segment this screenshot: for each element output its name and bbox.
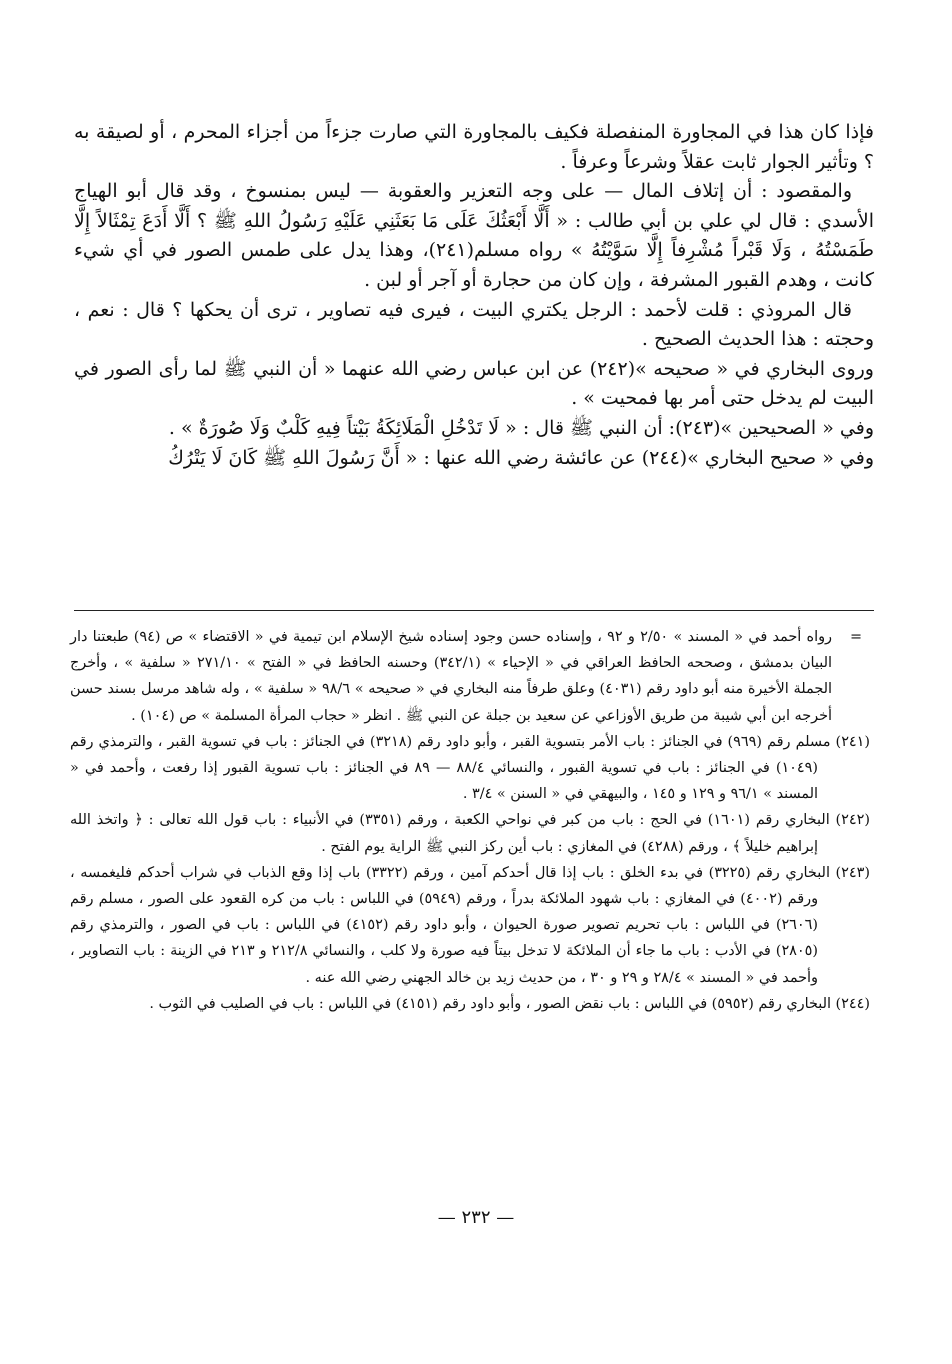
page-number: — ٢٣٢ — <box>437 1207 515 1228</box>
paragraph-bukhari-ibn-abbas: وروى البخاري في « صحيحه »(٢٤٢) عن ابن عباس رضي الله عنهما « أن النبي ﷺ لما رأى الصور في البيت لم يدخل حتى أمر بها فمحيت » . <box>74 357 874 410</box>
footnote-continuation: = رواه أحمد في « المسند » ٢/٥٠ و ٩٢ ، وإسناده حسن وجود إسناده شيخ الإسلام ابن تيمية في « الاقتضاء » ص (٩٤) طبعتنا دار البيان بدمشق ، وصححه الحافظ العراقي في « الإحياء » (٣٤٢/١) وحسنه الحافظ في « الفتح » ٢٧١/١٠ « سلفية » ، وأخرج الجملة الأخيرة منه أبو داود رقم (٤٠٣١) وعلق طرفاً منه البخاري في « صحيحه » ٩٨/٦ « سلفية » ، وله شاهد مرسل بسند حسن أخرجه ابن أبي شيبة من طريق الأوزاعي عن سعيد بن جبلة عن النبي ﷺ . انظر « حجاب المرأة المسلمة » ص (١٠٤) . <box>70 624 870 729</box>
paragraph-al-marwadhi: قال المروذي : قلت لأحمد : الرجل يكتري البيت ، فيرى فيه تصاوير ، ترى أن يحكها ؟ قال : نعم ، وحجته : هذا الحديث الصحيح . <box>74 298 874 351</box>
paragraph-itlaf-al-mal: والمقصود : أن إتلاف المال — على وجه التعزير والعقوبة — ليس بمنسوخ ، وقد قال أبو الهياج الأسدي : قال لي علي بن أبي طالب : « أَلَّا أَبْعَثُكَ عَلَى مَا بَعَثَنِي عَلَيْهِ رَسُولُ اللهِ ﷺ ؟ أَلَّا أَدَعَ تِمْثَالاً إِلَّا طَمَسْتُهُ ، وَلَا قَبْراً مُشْرِفاً إِلَّا سَوَّيْتُهُ » رواه مسلم(٢٤١)، وهذا يدل على طمس الصور في أي شيء كانت ، وهدم القبور المشرفة ، وإن كان من حجارة أو آجر أو لبن . <box>74 180 874 291</box>
paragraph-intro: فإذا كان هذا في المجاورة المنفصلة فكيف بالمجاورة التي صارت جزءاً من أجزاء المحرم ، أو لصيقة به ؟ وتأثير الجوار ثابت عقلاً وشرعاً وعرفاً . <box>74 121 874 173</box>
footnote-242: (٢٤٢) البخاري رقم (١٦٠١) في الحج : باب من كبر في نواحي الكعبة ، ورقم (٣٣٥١) في الأنبياء : باب قول الله تعالى : ﴿ واتخذ الله إبراهيم خليلاً ﴾ ، ورقم (٤٢٨٨) في المغازي : باب أين ركز النبي ﷺ الراية يوم الفتح . <box>70 812 870 855</box>
footnote-243: (٢٤٣) البخاري رقم (٣٢٢٥) في بدء الخلق : باب إذا قال أحدكم آمين ، ورقم (٣٣٢٢) باب إذا وقع الذباب في شراب أحدكم فليغمسه ، ورقم (٤٠٠٢) في المغازي : باب شهود الملائكة بدراً ، ورقم (٥٩٤٩) في اللباس : باب من كره القعود على الصور ، مسلم رقم (٢٦٠٦) في اللباس : باب تحريم تصوير صورة الحيوان ، وأبو داود رقم (٤١٥٢) في اللباس : باب في الصور ، والترمذي رقم (٢٨٠٥) في الأدب : باب ما جاء أن الملائكة لا تدخل بيتاً فيه صورة ولا كلب ، والنسائي ٢١٢/٨ و ٢١٣ في الزينة : باب التصاوير ، وأحمد في « المسند » ٢٨/٤ و ٢٩ و ٣٠ ، من حديث زيد بن خالد الجهني رضي الله عنه . <box>70 864 870 986</box>
footnote-separator <box>74 610 874 611</box>
footnote-241: (٢٤١) مسلم رقم (٩٦٩) في الجنائز : باب الأمر بتسوية القبر ، وأبو داود رقم (٣٢١٨) في الجنائز : باب في تسوية القبر ، والترمذي رقم (١٠٤٩) في الجنائز : باب في تسوية القبور ، والنسائي ٨٨/٤ — ٨٩ في الجنائز : باب تسوية القبور إذا رفعت ، وأحمد في « المسند » ٩٦/١ و ١٢٩ و ١٤٥ ، والبيهقي في « السنن » ٣/٤ . <box>70 733 871 803</box>
main-text <box>74 118 874 473</box>
paragraph-sahih-bukhari-aisha: وفي « صحيح البخاري »(٢٤٤) عن عائشة رضي الله عنها : « أَنَّ رَسُولَ اللهِ ﷺ كَانَ لَا يَتْرُكُ <box>168 446 874 469</box>
paragraph-sahihayn: وفي « الصحيحين »(٢٤٣): أن النبي ﷺ قال : « لَا تَدْخُلِ الْمَلَائِكَةُ بَيْتاً فِيهِ كَلْبٌ وَلَا صُورَةٌ » . <box>168 416 874 439</box>
footnotes <box>70 624 870 1017</box>
footnote-244: (٢٤٤) البخاري رقم (٥٩٥٢) في اللباس : باب نقض الصور ، وأبو داود رقم (٤١٥١) في اللباس : باب في الصليب في الثوب . <box>149 995 870 1012</box>
